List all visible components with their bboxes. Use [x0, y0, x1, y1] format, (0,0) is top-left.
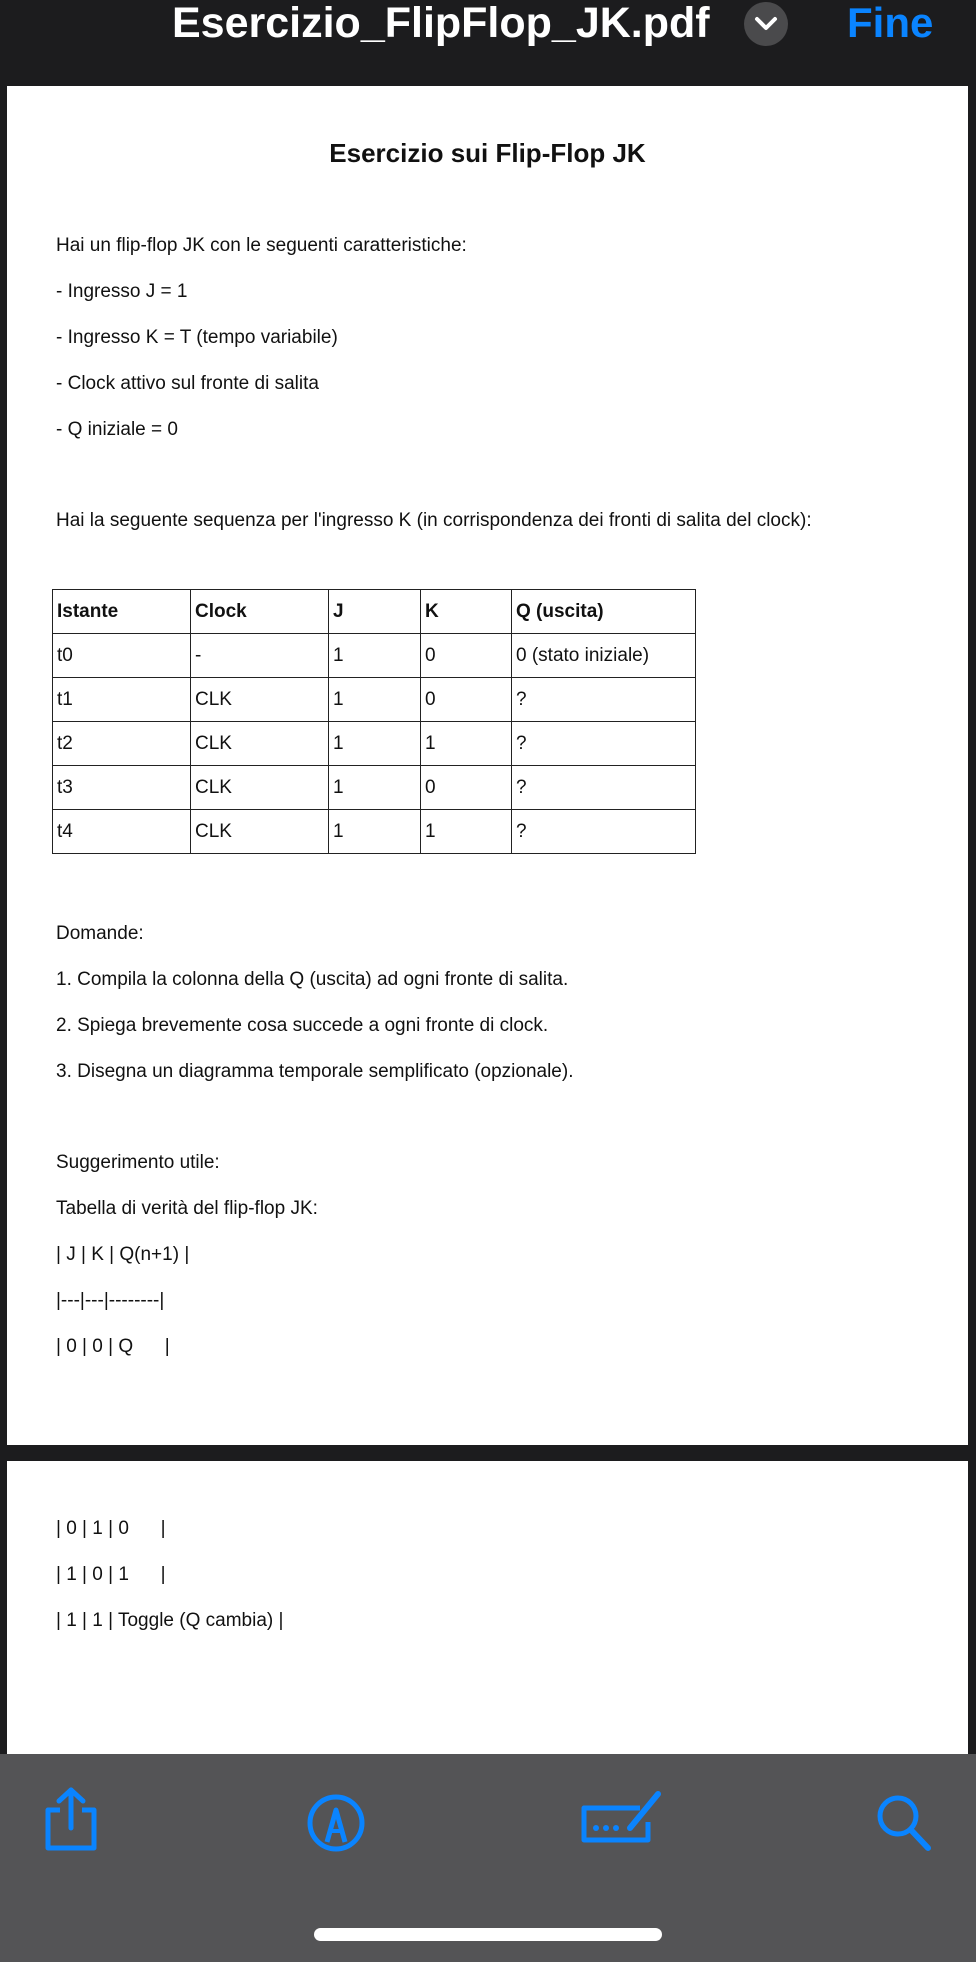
truth-table-line: | 0 | 1 | 0 | — [56, 1518, 166, 1539]
table-cell: t2 — [53, 722, 191, 766]
chevron-down-icon[interactable] — [744, 2, 788, 46]
table-cell: ? — [512, 678, 696, 722]
table-cell: 1 — [329, 634, 421, 678]
column-header: K — [421, 590, 512, 634]
column-header: Q (uscita) — [512, 590, 696, 634]
table-cell: ? — [512, 722, 696, 766]
table-cell: t1 — [53, 678, 191, 722]
table-cell: CLK — [191, 722, 329, 766]
truth-table-line: |---|---|--------| — [56, 1290, 165, 1311]
pdf-page-1[interactable] — [7, 86, 968, 1445]
jk-sequence-table — [52, 589, 696, 854]
question-line: 2. Spiega brevemente cosa succede a ogni fronte di clock. — [56, 1015, 549, 1036]
table-cell: t4 — [53, 810, 191, 854]
pdf-page-2[interactable] — [7, 1461, 968, 1754]
truth-table-title: Tabella di verità del flip-flop JK: — [56, 1198, 318, 1219]
table-cell: ? — [512, 810, 696, 854]
table-cell: 1 — [329, 722, 421, 766]
document-title[interactable]: Esercizio_FlipFlop_JK.pdf — [172, 0, 710, 47]
characteristic-line: - Ingresso K = T (tempo variabile) — [56, 327, 338, 348]
table-row — [53, 722, 696, 766]
home-indicator[interactable] — [314, 1928, 662, 1941]
questions-title: Domande: — [56, 923, 144, 944]
truth-table-line: | 1 | 1 | Toggle (Q cambia) | — [56, 1610, 284, 1631]
characteristic-line: - Clock attivo sul fronte di salita — [56, 373, 319, 394]
table-cell: 0 — [421, 766, 512, 810]
hint-title: Suggerimento utile: — [56, 1152, 220, 1173]
table-cell: t3 — [53, 766, 191, 810]
table-cell: 0 — [421, 634, 512, 678]
table-cell: 0 — [421, 678, 512, 722]
table-row — [53, 766, 696, 810]
column-header: J — [329, 590, 421, 634]
table-cell: CLK — [191, 678, 329, 722]
table-cell: 0 (stato iniziale) — [512, 634, 696, 678]
table-cell: t0 — [53, 634, 191, 678]
document-heading: Esercizio sui Flip-Flop JK — [329, 138, 646, 168]
done-button[interactable]: Fine — [847, 0, 934, 46]
table-cell: 1 — [329, 678, 421, 722]
column-header: Istante — [53, 590, 191, 634]
signature-icon[interactable] — [578, 1788, 664, 1846]
question-line: 3. Disegna un diagramma temporale semplificato (opzionale). — [56, 1061, 574, 1082]
search-icon[interactable] — [874, 1792, 932, 1852]
table-row — [53, 678, 696, 722]
table-cell: 1 — [329, 810, 421, 854]
intro-text: Hai un flip-flop JK con le seguenti caratteristiche: — [56, 235, 467, 256]
table-row — [53, 634, 696, 678]
truth-table-line: | J | K | Q(n+1) | — [56, 1244, 190, 1265]
table-cell: 1 — [421, 810, 512, 854]
table-cell: ? — [512, 766, 696, 810]
characteristic-line: - Ingresso J = 1 — [56, 281, 188, 302]
characteristic-line: - Q iniziale = 0 — [56, 419, 178, 440]
column-header: Clock — [191, 590, 329, 634]
table-cell: CLK — [191, 810, 329, 854]
table-row — [53, 810, 696, 854]
table-cell: 1 — [421, 722, 512, 766]
share-icon[interactable] — [42, 1786, 100, 1852]
top-navigation-bar — [0, 0, 976, 86]
sequence-intro-text: Hai la seguente sequenza per l'ingresso K (in corrispondenza dei fronti di salita del clock): — [56, 510, 812, 531]
table-header-row — [53, 590, 696, 634]
truth-table-line: | 1 | 0 | 1 | — [56, 1564, 166, 1585]
question-line: 1. Compila la colonna della Q (uscita) ad ogni fronte di salita. — [56, 969, 569, 990]
truth-table-line: | 0 | 0 | Q | — [56, 1336, 170, 1357]
markup-icon[interactable] — [307, 1794, 365, 1852]
table-cell: - — [191, 634, 329, 678]
table-cell: 1 — [329, 766, 421, 810]
table-cell: CLK — [191, 766, 329, 810]
